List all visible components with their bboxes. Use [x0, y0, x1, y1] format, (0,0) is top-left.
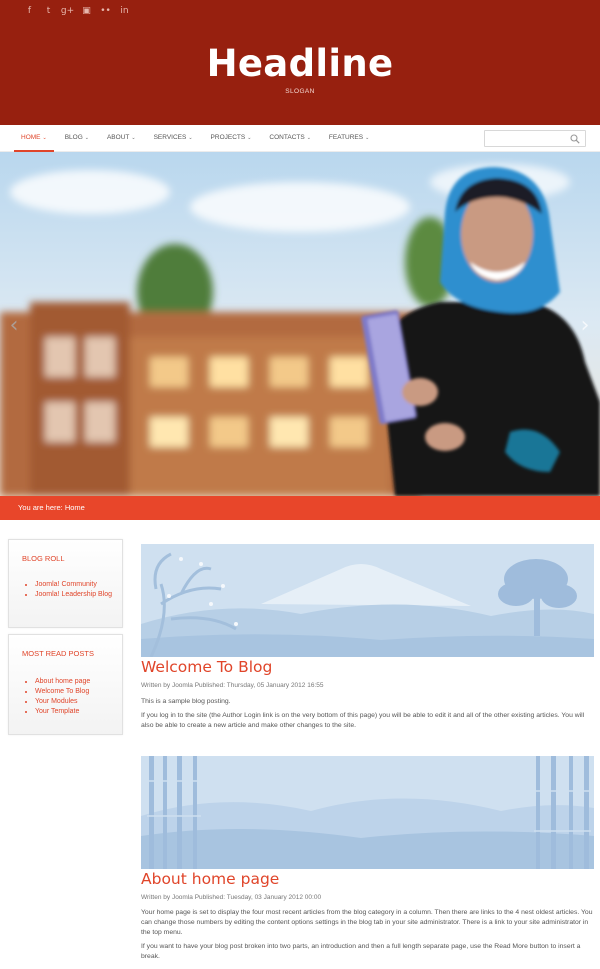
blog-roll-list — [27, 580, 121, 600]
nav-item-about[interactable] — [100, 125, 143, 152]
hero-image — [0, 152, 600, 496]
link-joomla-leadership-blog[interactable]: Joomla! Leadership Blog — [35, 591, 113, 598]
breadcrumb-text[interactable]: You are here: Home — [18, 503, 85, 512]
article-image-landscape-tree[interactable] — [141, 544, 594, 657]
twitter-icon[interactable]: t — [46, 6, 51, 16]
chevron-down-icon: ⌄ — [247, 135, 252, 141]
slider-prev-button[interactable]: ‹ — [9, 313, 19, 338]
link-about-home-page[interactable]: About home page — [35, 678, 91, 685]
breadcrumb — [0, 496, 600, 520]
slider-next-button[interactable]: › — [580, 313, 590, 338]
nav-item-blog[interactable] — [58, 125, 96, 152]
article-paragraph: This is a sample blog posting. — [141, 698, 231, 705]
most-read-list — [27, 677, 121, 717]
chevron-down-icon: ⌄ — [365, 135, 370, 141]
chevron-down-icon: ⌄ — [131, 135, 136, 141]
article-paragraph: If you log in to the site (the Author Login link is on the very bottom of this page) you will be able to edit it and all of the other existing articles. You will also be able to create a new article and make other changes to the site. — [141, 712, 585, 729]
article-meta: Written by Joomla Published: Thursday, 05 January 2012 16:55 — [141, 682, 324, 689]
search-input[interactable] — [484, 130, 586, 147]
nav-label: BLOG — [64, 134, 83, 141]
article-title[interactable]: About home page — [141, 870, 280, 888]
list-item[interactable] — [35, 677, 121, 687]
list-item[interactable] — [35, 687, 121, 697]
main-navigation — [0, 125, 600, 152]
facebook-icon[interactable]: f — [27, 6, 32, 16]
list-item[interactable] — [35, 580, 121, 590]
chevron-down-icon: ⌄ — [42, 135, 47, 141]
search-icon[interactable] — [570, 134, 580, 144]
linkedin-icon[interactable]: in — [120, 6, 129, 16]
most-read-module — [8, 634, 123, 735]
link-your-modules[interactable]: Your Modules — [35, 698, 78, 705]
site-slogan: SLOGAN — [285, 88, 315, 95]
nav-label: HOME — [21, 134, 41, 141]
list-item[interactable] — [35, 707, 121, 717]
nav-item-contacts[interactable] — [262, 125, 317, 152]
instagram-icon[interactable]: ▣ — [82, 6, 91, 16]
article-title[interactable]: Welcome To Blog — [141, 658, 273, 676]
module-title: BLOG ROLL — [22, 554, 65, 563]
nav-item-home[interactable] — [14, 125, 54, 152]
chevron-down-icon: ⌄ — [188, 135, 193, 141]
link-your-template[interactable]: Your Template — [35, 708, 80, 715]
flickr-icon[interactable]: •• — [100, 6, 111, 16]
site-title[interactable]: Headline — [206, 42, 394, 85]
link-joomla-community[interactable]: Joomla! Community — [35, 581, 97, 588]
article-image-landscape-bamboo[interactable] — [141, 756, 594, 869]
article-meta: Written by Joomla Published: Tuesday, 03 January 2012 00:00 — [141, 894, 322, 901]
link-welcome-to-blog[interactable]: Welcome To Blog — [35, 688, 90, 695]
nav-label: PROJECTS — [210, 134, 246, 141]
list-item[interactable] — [35, 697, 121, 707]
blog-roll-module — [8, 539, 123, 628]
social-links — [20, 4, 134, 18]
google-plus-icon[interactable]: g+ — [60, 6, 75, 16]
nav-item-services[interactable] — [147, 125, 200, 152]
nav-label: CONTACTS — [269, 134, 305, 141]
nav-label: ABOUT — [106, 134, 130, 141]
nav-label: SERVICES — [153, 134, 187, 141]
nav-item-projects[interactable] — [204, 125, 259, 152]
chevron-down-icon: ⌄ — [306, 135, 311, 141]
module-title: MOST READ POSTS — [22, 649, 94, 658]
site-header — [0, 0, 600, 125]
list-item[interactable] — [35, 590, 121, 600]
hero-slider — [0, 152, 600, 496]
article-paragraph: If you want to have your blog post broken into two parts, an introduction and then a full length separate page, use the Read More button to insert a break. — [141, 943, 581, 960]
article-paragraph: Your home page is set to display the four most recent articles from the blog category in a column. Then there are links to the 4 nest oldest articles. You can change those numbers by editing the content options settings in the blog tab in your site administrator. There is a link to your site administrator in the top menu. — [141, 909, 593, 936]
nav-label: FEATURES — [328, 134, 364, 141]
chevron-down-icon: ⌄ — [84, 135, 89, 141]
nav-item-features[interactable] — [322, 125, 376, 152]
